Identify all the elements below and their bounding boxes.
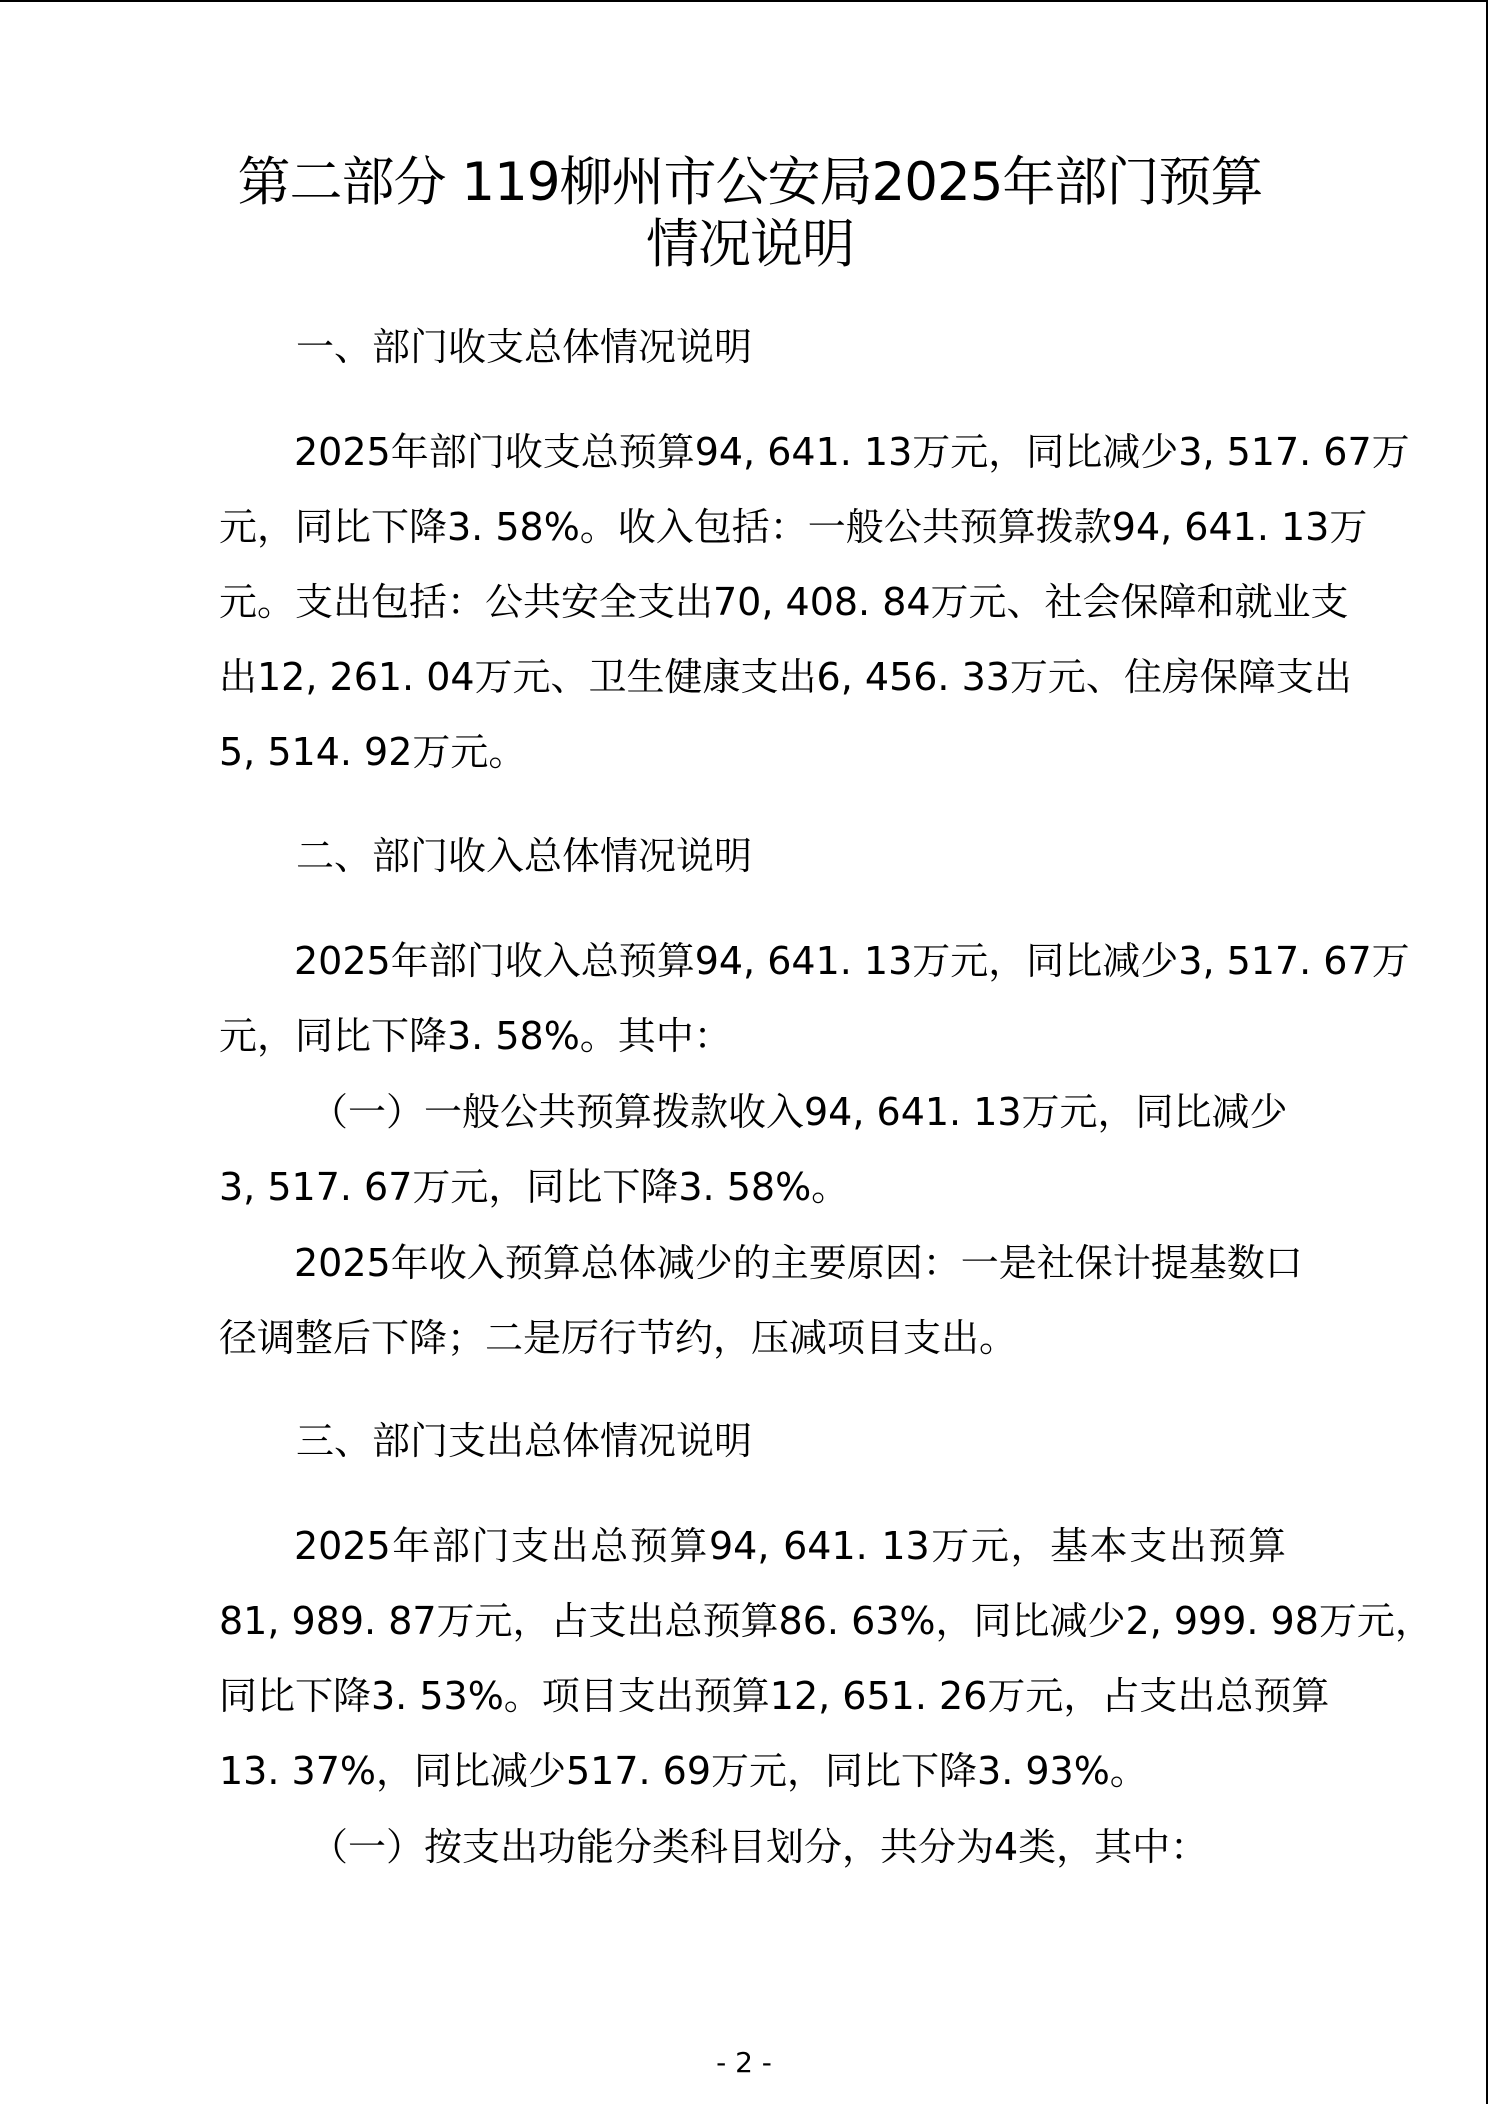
paragraph-line: 元，同比下降3. 58%。其中： (219, 1014, 732, 1058)
paragraph-line: 元，同比下降3. 58%。收入包括：一般公共预算拨款94, 641. 13万 (219, 505, 1368, 549)
document-title-line-2: 情况说明 (646, 214, 854, 275)
paragraph-line: 径调整后下降；二是厉行节约，压减项目支出。 (219, 1316, 1018, 1360)
paragraph-line: 元。支出包括：公共安全支出70, 408. 84万元、社会保障和就业支 (219, 580, 1349, 624)
page-number: - 2 - (716, 2046, 772, 2079)
document-title-line-1: 第二部分 119柳州市公安局2025年部门预算 (237, 152, 1263, 213)
paragraph-line: （一）按支出功能分类科目划分，共分为4类，其中： (310, 1825, 1209, 1869)
section-heading-3: 三、部门支出总体情况说明 (296, 1419, 753, 1463)
paragraph-line: 出12, 261. 04万元、卫生健康支出6, 456. 33万元、住房保障支出 (219, 655, 1352, 699)
paragraph-line: 同比下降3. 53%。项目支出预算12, 651. 26万元，占支出总预算 (219, 1674, 1330, 1718)
section-heading-2: 二、部门收入总体情况说明 (296, 834, 753, 878)
paragraph-line: 2025年部门支出总预算94, 641. 13万元，基本支出预算 (294, 1524, 1286, 1568)
paragraph-line: 81, 989. 87万元，占支出总预算86. 63%，同比减少2, 999. 98万元， (219, 1599, 1433, 1643)
paragraph-line: （一）一般公共预算拨款收入94, 641. 13万元，同比减少 (310, 1090, 1288, 1134)
paragraph-line: 2025年部门收入总预算94, 641. 13万元，同比减少3, 517. 67万 (294, 939, 1410, 983)
paragraph-line: 13. 37%，同比减少517. 69万元，同比下降3. 93%。 (219, 1749, 1148, 1793)
section-heading-1: 一、部门收支总体情况说明 (296, 325, 753, 369)
paragraph-line: 2025年收入预算总体减少的主要原因：一是社保计提基数口 (294, 1241, 1303, 1285)
paragraph-line: 2025年部门收支总预算94, 641. 13万元，同比减少3, 517. 67万 (294, 430, 1410, 474)
paragraph-line: 5, 514. 92万元。 (219, 730, 527, 774)
paragraph-line: 3, 517. 67万元，同比下降3. 58%。 (219, 1165, 850, 1209)
